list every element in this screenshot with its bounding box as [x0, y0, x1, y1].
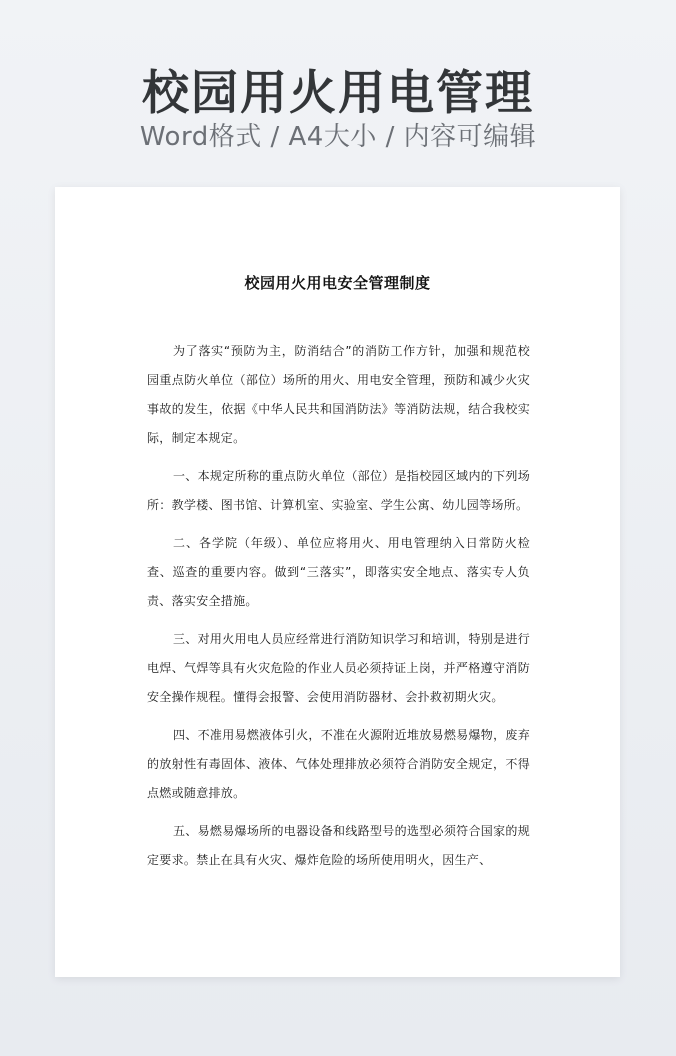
banner — [0, 0, 676, 180]
paragraph-1: 一、本规定所称的重点防火单位（部位）是指校园区域内的下列场所：教学楼、图书馆、计算机室、实验室、学生公寓、幼儿园等场所。 — [147, 469, 530, 512]
document-title: 校园用火用电安全管理制度 — [244, 274, 431, 292]
paragraph-3: 三、对用火用电人员应经常进行消防知识学习和培训，特别是进行电焊、气焊等具有火灾危险的作业人员必须持证上岗，并严格遵守消防安全操作规程。懂得会报警、会使用消防器材、会扑救初期火灾。 — [147, 632, 530, 704]
paragraph-2: 二、各学院（年级）、单位应将用火、用电管理纳入日常防火检查、巡查的重要内容。做到“三落实”，即落实安全地点、落实专人负责、落实安全措施。 — [147, 536, 530, 608]
paragraph-4: 四、不准用易燃液体引火，不准在火源附近堆放易燃易爆物，废弃的放射性有毒固体、液体、气体处理排放必须符合消防安全规定，不得点燃或随意排放。 — [147, 728, 530, 800]
banner-title: 校园用火用电管理 — [142, 66, 534, 121]
paragraph-5: 五、易燃易爆场所的电器设备和线路型号的选型必须符合国家的规定要求。禁止在具有火灾、爆炸危险的场所使用明火，因生产、 — [147, 824, 530, 867]
document-body — [147, 337, 530, 884]
paragraph-intro: 为了落实“预防为主，防消结合”的消防工作方针，加强和规范校园重点防火单位（部位）场所的用火、用电安全管理，预防和减少火灾事故的发生，依据《中华人民共和国消防法》等消防法规，结合我校实际，制定本规定。 — [147, 344, 530, 445]
document-page — [55, 187, 620, 977]
banner-subtitle: Word格式 / A4大小 / 内容可编辑 — [139, 122, 537, 152]
